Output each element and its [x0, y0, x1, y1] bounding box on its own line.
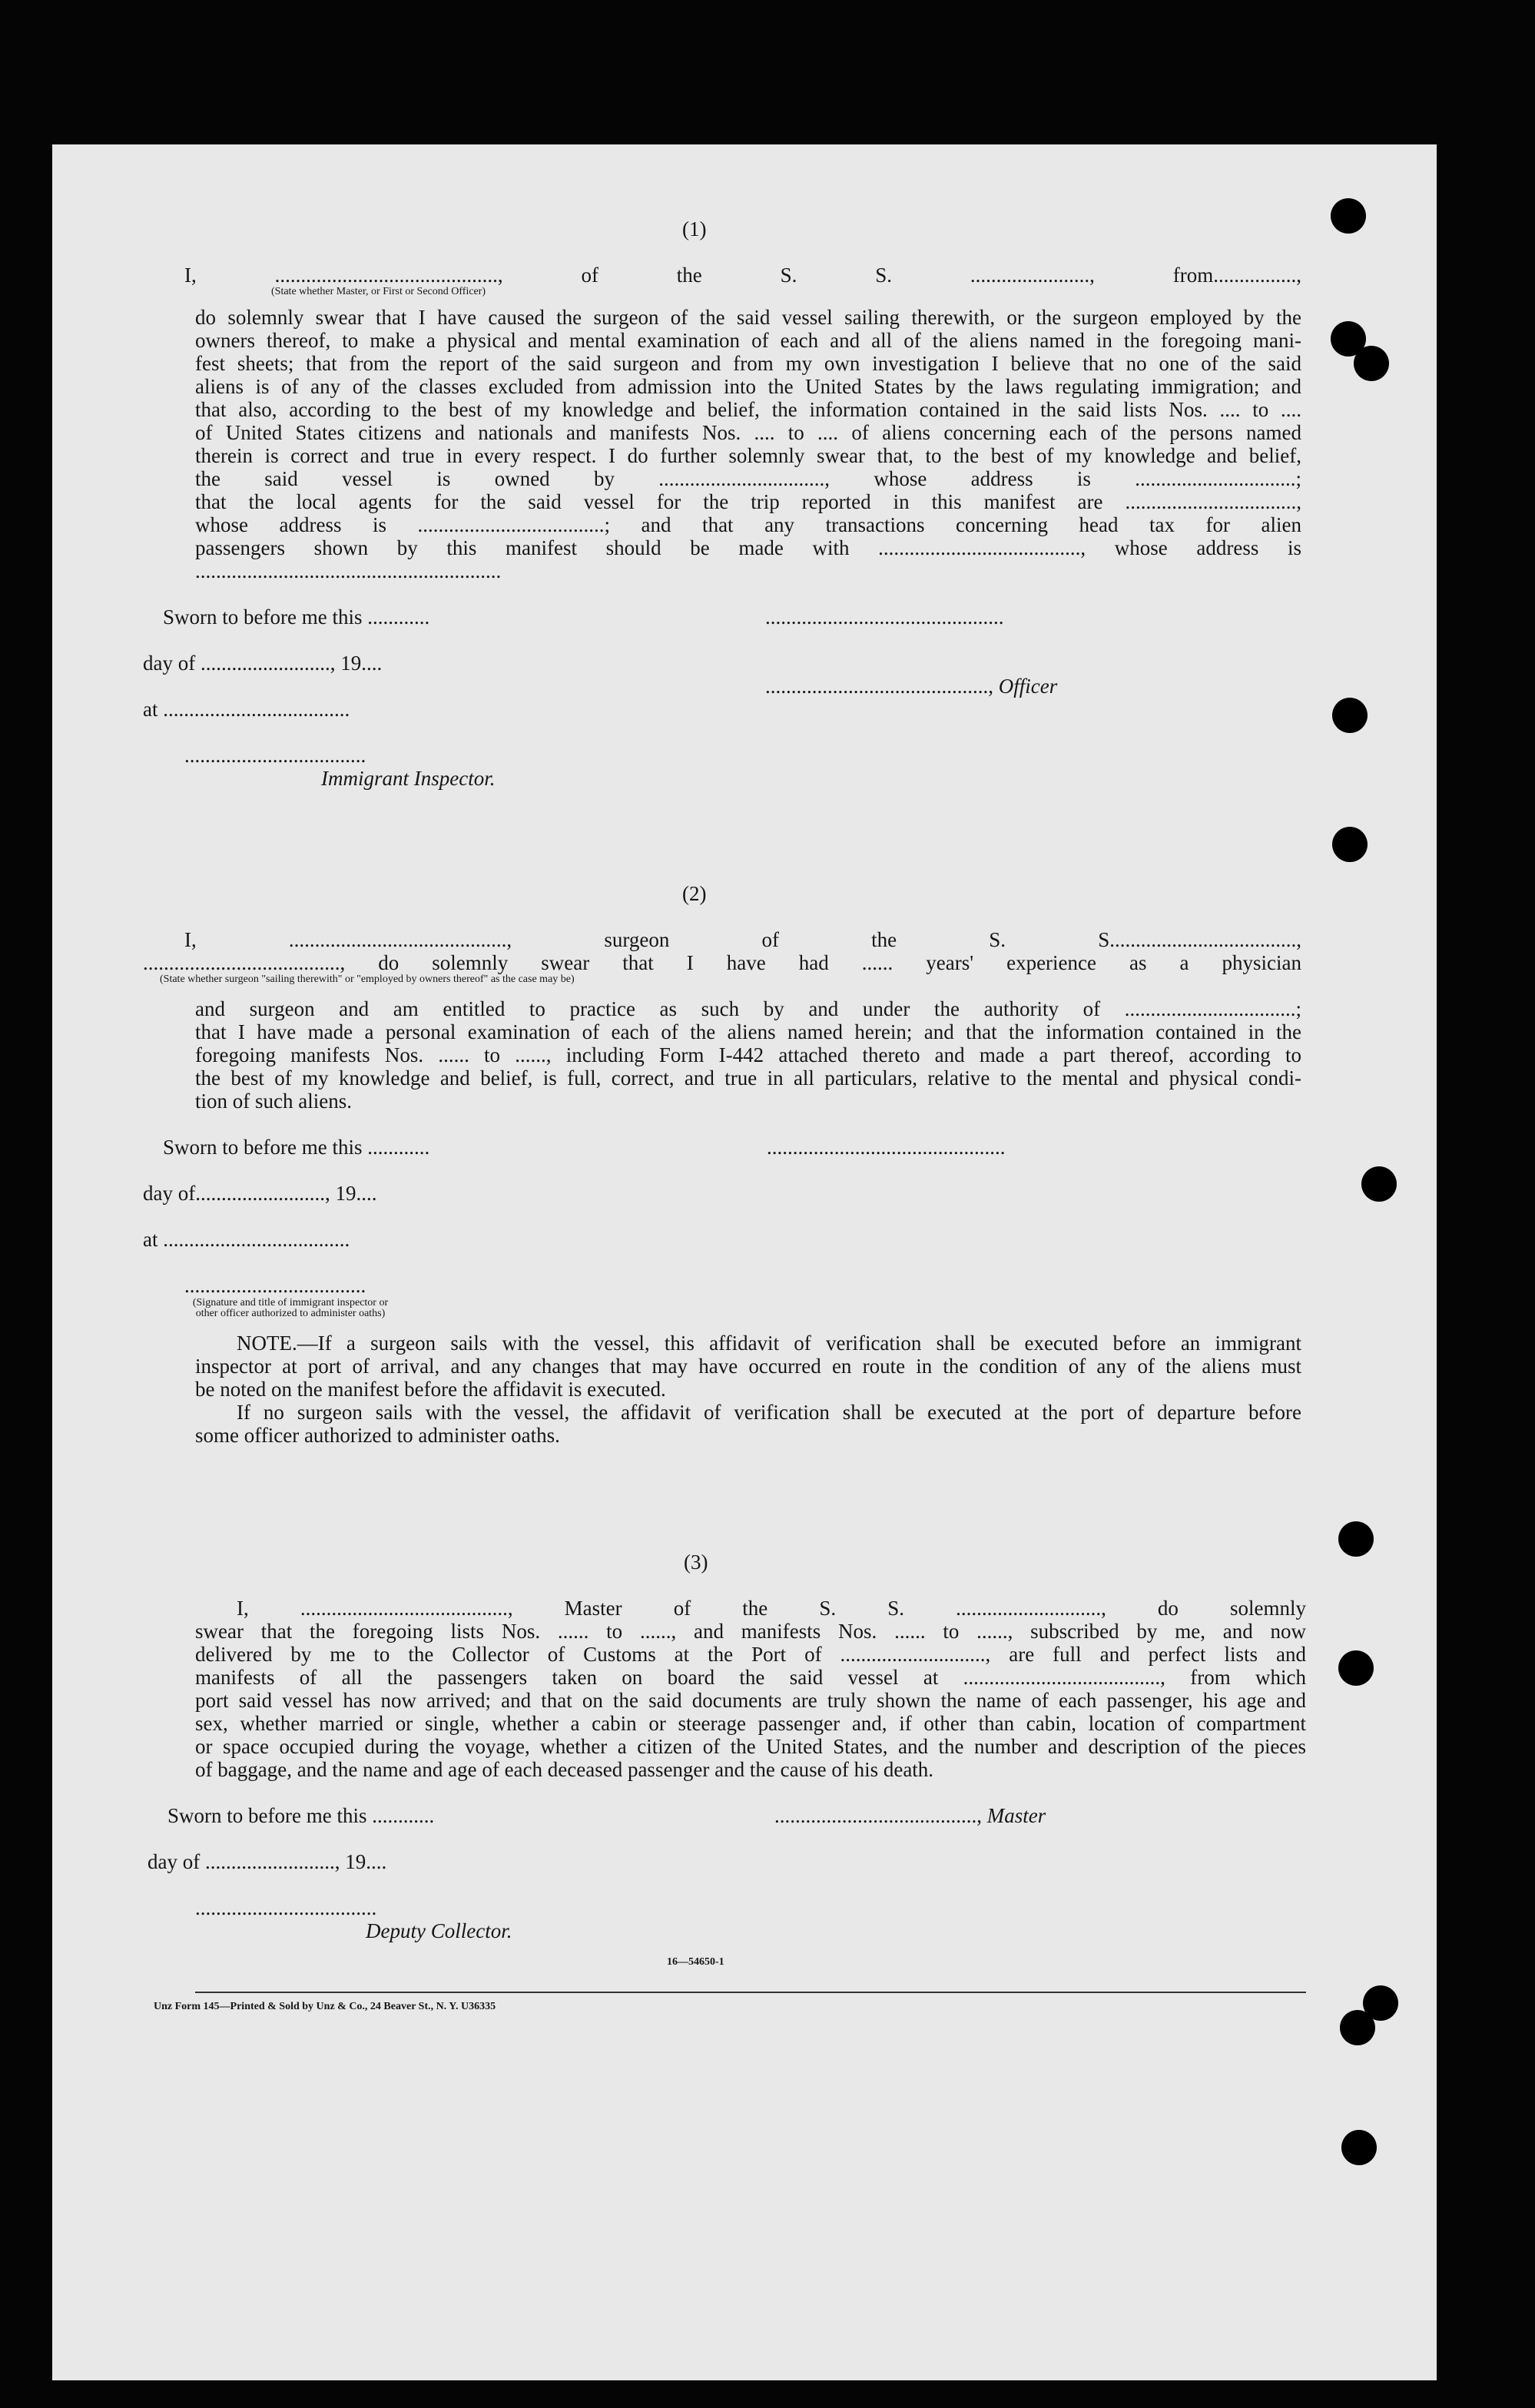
- at-line: at ....................................: [143, 1228, 350, 1251]
- text-line: delivered by me to the Collector of Customs at the Port of ............................, are full and perfect lists and: [195, 1643, 1306, 1666]
- text-line: swear that the foregoing lists Nos. ...... to ......, and manifests Nos. ...... to ......, subscribed by me, and now: [195, 1620, 1306, 1643]
- punch-hole: [1341, 2130, 1377, 2165]
- text-line: tion of such aliens.: [195, 1090, 352, 1113]
- inspector-note-2: other officer authorized to administer oaths): [195, 1308, 386, 1319]
- text-line: ...........................................................: [195, 559, 502, 582]
- note-paragraph: [195, 1332, 1301, 1447]
- text-line: aliens is of any of the classes excluded from admission into the United States by the laws regulating immigration; and: [195, 375, 1301, 398]
- punch-hole: [1332, 698, 1368, 733]
- officer-signature: [765, 675, 1057, 698]
- inspector-dots: ...................................: [184, 1274, 366, 1297]
- section-2-second-note: (State whether surgeon "sailing therewith" or "employed by owners thereof" as the case may be): [160, 973, 575, 985]
- sworn-line: Sworn to before me this ............: [163, 1136, 430, 1159]
- section-2-second-line: ......................................, do solemnly swear that I have had ...... years' experience as a physician: [143, 951, 1301, 974]
- text-line: that I have made a personal examination of each of the aliens named herein; and that the information contained in the: [195, 1020, 1301, 1043]
- text-line: passengers shown by this manifest should be made with ......................................., whose address is: [195, 536, 1301, 559]
- inspector-label: Immigrant Inspector.: [321, 767, 496, 790]
- text-line: and surgeon and am entitled to practice as such by and under the authority of .................................;: [195, 997, 1301, 1020]
- section-2-number: (2): [682, 882, 707, 905]
- signature-dots: ..............................................: [767, 1136, 1006, 1159]
- day-line: day of........................., 19....: [143, 1182, 377, 1205]
- sworn-line: Sworn to before me this ............: [167, 1804, 435, 1827]
- collector-dots: ...................................: [195, 1896, 377, 1919]
- document-page: [52, 144, 1437, 2380]
- form-code: 16—54650-1: [667, 1956, 724, 1968]
- text-line: the said vessel is owned by ................................, whose address is ...............................;: [195, 467, 1301, 490]
- text-line: I, ........................................, Master of the S. S. ............................, do solemnly: [237, 1597, 1306, 1620]
- master-label: Master: [986, 1804, 1046, 1827]
- text-line: port said vessel has now arrived; and that on the said documents are truly shown the name of each passenger, his age and: [195, 1689, 1306, 1712]
- section-1-paragraph: [195, 306, 1301, 582]
- section-1-first-line: I, ..........................................., of the S. S. ......................., from................,: [184, 264, 1301, 287]
- text-line: If no surgeon sails with the vessel, the affidavit of verification shall be executed at the port of departure before: [237, 1401, 1301, 1424]
- text-line: foregoing manifests Nos. ...... to ......, including Form I-442 attached thereto and made a part thereof, according to: [195, 1043, 1301, 1066]
- punch-hole: [1331, 198, 1366, 234]
- punch-hole: [1338, 1521, 1374, 1557]
- section-1-first-note: (State whether Master, or First or Second Officer): [271, 286, 486, 297]
- text-line: the best of my knowledge and belief, is full, correct, and true in all particulars, relative to the mental and physical condi-: [195, 1066, 1301, 1090]
- text-line: that also, according to the best of my knowledge and belief, the information contained in the said lists Nos. .... to ....: [195, 398, 1301, 421]
- text-line: NOTE.—If a surgeon sails with the vessel, this affidavit of verification shall be executed before an immigrant: [237, 1332, 1301, 1355]
- signature-dots: ..............................................: [765, 605, 1004, 629]
- text-line: owners thereof, to make a physical and mental examination of each and all of the aliens named in the foregoing mani-: [195, 329, 1301, 352]
- text-line: inspector at port of arrival, and any changes that may have occurred en route in the condition of any of the aliens must: [195, 1355, 1301, 1378]
- master-dots: .......................................,: [774, 1804, 982, 1827]
- text-line: some officer authorized to administer oaths.: [195, 1424, 560, 1447]
- master-signature: [774, 1804, 1046, 1827]
- section-3-number: (3): [684, 1551, 708, 1574]
- punch-hole: [1340, 2010, 1375, 2045]
- text-line: be noted on the manifest before the affidavit is executed.: [195, 1378, 666, 1401]
- footer-rule: [195, 1992, 1306, 1993]
- text-line: of United States citizens and nationals and manifests Nos. .... to .... of aliens concerning each of the persons named: [195, 421, 1301, 444]
- text-line: that the local agents for the said vessel for the trip reported in this manifest are .................................,: [195, 490, 1301, 513]
- inspector-note-1: (Signature and title of immigrant inspector or: [192, 1297, 389, 1308]
- text-line: of baggage, and the name and age of each deceased passenger and the cause of his death.: [195, 1758, 934, 1781]
- footer-imprint: Unz Form 145—Printed & Sold by Unz & Co., 24 Beaver St., N. Y. U36335: [154, 2001, 496, 2012]
- day-line: day of ........................., 19....: [148, 1850, 387, 1873]
- inspector-dots: ...................................: [184, 744, 366, 767]
- text-line: therein is correct and true in every respect. I do further solemnly swear that, to the best of my knowledge and belief,: [195, 444, 1301, 467]
- at-line: at ....................................: [143, 698, 350, 721]
- section-2-paragraph: [195, 997, 1301, 1113]
- punch-hole: [1332, 827, 1368, 862]
- punch-hole: [1361, 1166, 1397, 1202]
- officer-dots: ...........................................,: [765, 675, 993, 698]
- punch-hole: [1338, 1650, 1374, 1686]
- collector-label: Deputy Collector.: [366, 1919, 512, 1942]
- text-line: fest sheets; that from the report of the said surgeon and from my own investigation I believe that no one of the said: [195, 352, 1301, 375]
- text-line: manifests of all the passengers taken on board the said vessel at ......................................, from which: [195, 1666, 1306, 1689]
- text-line: whose address is ....................................; and that any transactions concerning head tax for alien: [195, 513, 1301, 536]
- day-line: day of ........................., 19....: [143, 652, 383, 675]
- text-line: sex, whether married or single, whether a cabin or steerage passenger and, if other than cabin, location of compartment: [195, 1712, 1306, 1735]
- section-1-number: (1): [682, 217, 707, 240]
- section-2-first-line: I, .........................................., surgeon of the S. S....................................,: [184, 928, 1301, 951]
- text-line: do solemnly swear that I have caused the surgeon of the said vessel sailing therewith, or the surgeon employed by the: [195, 306, 1301, 329]
- officer-label: Officer: [998, 675, 1058, 698]
- sworn-line: Sworn to before me this ............: [163, 605, 430, 629]
- punch-hole: [1354, 346, 1389, 381]
- text-line: or space occupied during the voyage, whether a citizen of the United States, and the number and description of the pieces: [195, 1735, 1306, 1758]
- section-3-paragraph: [195, 1597, 1306, 1781]
